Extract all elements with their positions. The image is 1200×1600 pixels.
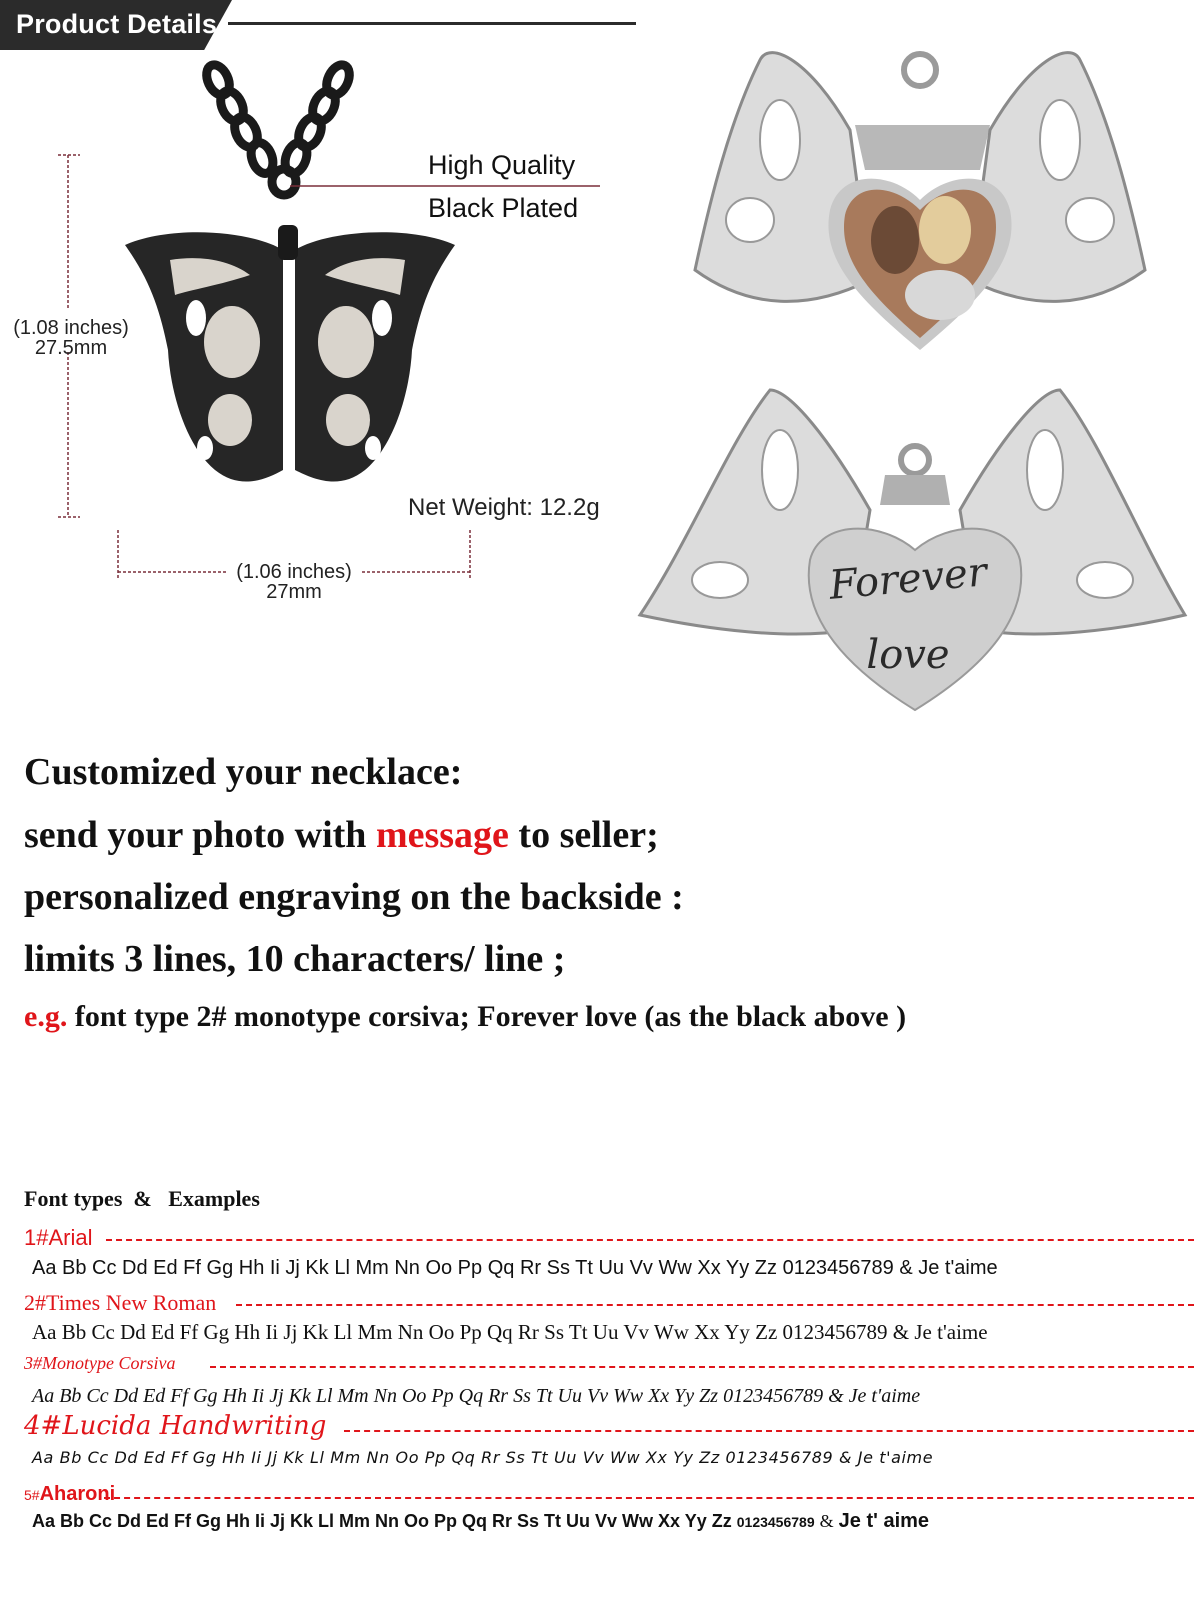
instruction-eg-highlight: e.g. [24, 1000, 68, 1033]
instruction-line-2-pre: send your photo with [24, 814, 376, 856]
font-sample-aharoni-amp: & [819, 1511, 834, 1531]
font-label-times: 2#Times New Roman [24, 1290, 217, 1315]
header-rule [228, 22, 636, 25]
instruction-line-1: Customized your necklace: [24, 751, 463, 793]
font-label-corsiva: 3#Monotype Corsiva [24, 1353, 176, 1373]
instruction-line-5 [24, 1000, 906, 1034]
font-divider-3 [210, 1366, 1194, 1368]
instruction-message-highlight: message [375, 814, 509, 856]
font-divider-2 [236, 1304, 1194, 1306]
height-inches: (1.08 inches) [13, 317, 129, 339]
engraving-line-1: Forever [827, 549, 989, 609]
quality-label-2: Black Plated [428, 193, 579, 223]
width-inches: (1.06 inches) [236, 561, 352, 583]
instruction-line-3: personalized engraving on the backside : [24, 876, 684, 918]
font-divider-1 [106, 1239, 1194, 1241]
quality-label-1: High Quality [428, 150, 576, 180]
instruction-line-2 [24, 813, 659, 857]
font-label-aharoni-name: Aharoni [39, 1483, 116, 1505]
font-label-lucida: 4#Lucida Handwriting [24, 1411, 327, 1441]
instruction-line-4: limits 3 lines, 10 characters/ line ; [24, 938, 566, 980]
font-sample-times: Aa Bb Cc Dd Ed Ff Gg Hh Ii Jj Kk Ll Mm Nn Oo Pp Qq Rr Ss Tt Uu Vv Ww Xx Yy Zz 0123456789 & Je t'aime [32, 1320, 988, 1344]
font-sample-corsiva: Aa Bb Cc Dd Ed Ff Gg Hh Ii Jj Kk Ll Mm Nn Oo Pp Qq Rr Ss Tt Uu Vv Ww Xx Yy Zz 0123456789 & Je t'aime [32, 1385, 921, 1407]
width-mm: 27mm [266, 581, 322, 603]
black-butterfly-icon [125, 225, 455, 482]
net-weight: Net Weight: 12.2g [408, 494, 600, 521]
font-sample-aharoni-end: Je t' aime [838, 1510, 930, 1532]
font-divider-4 [344, 1430, 1194, 1432]
font-types-heading: Font types & Examples [24, 1186, 260, 1211]
heart-photo-icon [828, 179, 1011, 350]
font-label-aharoni [24, 1483, 115, 1506]
silver-photo-locket-figure [690, 20, 1190, 360]
font-sample-aharoni [32, 1510, 929, 1533]
font-sample-aharoni-letters: Aa Bb Cc Dd Ed Ff Gg Hh Ii Jj Kk Ll Mm Nn Oo Pp Qq Rr Ss Tt Uu Vv Ww Xx Yy Zz [32, 1511, 732, 1531]
chain-icon [202, 61, 354, 195]
font-label-arial: 1#Arial [24, 1225, 93, 1250]
font-label-aharoni-prefix: 5# [24, 1487, 40, 1503]
instruction-line-2-post: to seller; [508, 814, 659, 856]
font-sample-arial: Aa Bb Cc Dd Ed Ff Gg Hh Ii Jj Kk Ll Mm Nn Oo Pp Qq Rr Ss Tt Uu Vv Ww Xx Yy Zz 0123456789 & Je t'aime [32, 1257, 998, 1279]
instruction-line-5-rest: font type 2# monotype corsiva; Forever love (as the black above ) [67, 1000, 907, 1033]
font-sample-lucida: Aa Bb Cc Dd Ed Ff Gg Hh Ii Jj Kk Ll Mm Nn Oo Pp Qq Rr Ss Tt Uu Vv Ww Xx Yy Zz 0123456789 & Je t'aime [32, 1448, 934, 1467]
font-divider-5 [104, 1497, 1194, 1499]
engraving-line-2: love [866, 632, 950, 678]
font-sample-aharoni-digits: 0123456789 [736, 1514, 815, 1530]
header-title: Product Details [16, 9, 218, 39]
height-mm: 27.5mm [34, 337, 108, 359]
